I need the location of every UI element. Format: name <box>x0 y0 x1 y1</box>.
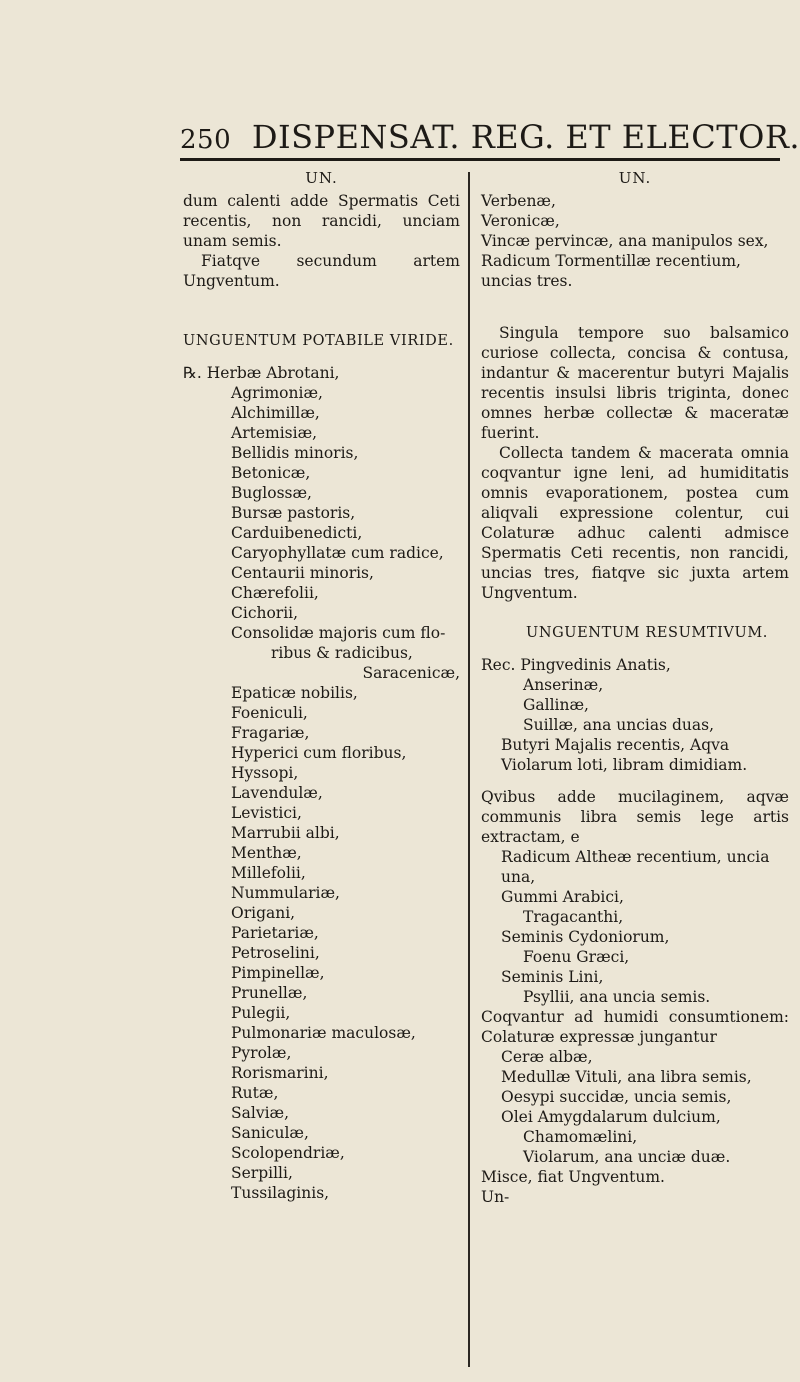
list-item: Verbenæ, <box>481 192 556 210</box>
list-item: Seminis Lini, <box>501 968 604 986</box>
list-item: Levistici, <box>231 804 302 822</box>
recipe-first-line: Rec. Pingvedinis Anatis, <box>481 656 671 674</box>
list-item: Betonicæ, <box>231 464 311 482</box>
left-intro-text: dum calenti adde Spermatis Ceti recentis, non rancidi, unciam unam semis. <box>183 192 460 250</box>
list-item: Pulegii, <box>231 1004 291 1022</box>
list-item: Lavendulæ, <box>231 784 323 802</box>
paragraph-1: Singula tempore suo balsamico curiose collecta, concisa & contusa, indantur & macerentur butyri Majalis recentis insulsi libris triginta, donec omnes herbæ collectæ & maceratæ fuerint. <box>481 324 789 442</box>
paragraph-3: Qvibus adde mucilaginem, aqvæ communis libra semis lege artis extractam, e <box>481 788 789 846</box>
list-item: Pyrolæ, <box>231 1044 292 1062</box>
mucilage-list <box>481 847 789 1007</box>
column-divider <box>468 172 470 1367</box>
list-item: Gummi Arabici, <box>501 888 624 906</box>
list-item: Rutæ, <box>231 1084 279 1102</box>
list-item: Olei Amygdalarum dulcium, <box>501 1108 721 1126</box>
page-header <box>180 118 800 162</box>
list-item: Prunellæ, <box>231 984 308 1002</box>
list-item: Serpilli, <box>231 1164 293 1182</box>
left-column <box>183 168 460 1203</box>
list-item: Marrubii albi, <box>231 824 340 842</box>
list-item: Scolopendriæ, <box>231 1144 345 1162</box>
paragraph-2: Collecta tandem & macerata omnia coqvantur igne leni, ad humiditatis omnis evaporationem, postea cum aliqvali expressione colentur, cui Colaturæ adhuc calenti admisce Spermatis Ceti recentis, non rancidi, uncias tres, fiatqve sic juxta artem Ungventum. <box>481 444 789 602</box>
list-item: Radicum Tormentillæ recentium, uncias tres. <box>481 252 741 290</box>
list-item: Butyri Majalis recentis, Aqva Violarum loti, libram dimidiam. <box>501 736 748 774</box>
list-item: Medullæ Vituli, ana libra semis, <box>501 1068 752 1086</box>
list-item: Anserinæ, <box>523 676 604 694</box>
left-column-head: UN. <box>305 169 338 187</box>
list-item: Seminis Cydoniorum, <box>501 928 670 946</box>
list-item: Alchimillæ, <box>231 404 320 422</box>
list-item: Hyssopi, <box>231 764 299 782</box>
list-item: Rorismarini, <box>231 1064 329 1082</box>
right-column-head: UN. <box>618 169 652 187</box>
list-item: Foenu Græci, <box>523 948 630 966</box>
list-item: Fragariæ, <box>231 724 310 742</box>
list-item: Hyperici cum floribus, <box>231 744 407 762</box>
list-item: Chamomælini, <box>523 1128 638 1146</box>
list-item: Origani, <box>231 904 296 922</box>
list-item: Millefolii, <box>231 864 306 882</box>
catchword: Un- <box>481 1188 510 1206</box>
list-item: Cichorii, <box>231 604 299 622</box>
final-list <box>481 1047 789 1167</box>
list-item: Pimpinellæ, <box>231 964 325 982</box>
list-item: Salviæ, <box>231 1104 290 1122</box>
list-item: Parietariæ, <box>231 924 319 942</box>
list-item: Bellidis minoris, <box>231 444 359 462</box>
list-item: Menthæ, <box>231 844 302 862</box>
list-item: Oesypi succidæ, uncia semis, <box>501 1088 732 1106</box>
list-item: Nummulariæ, <box>231 884 340 902</box>
list-item: Buglossæ, <box>231 484 312 502</box>
heading-unguentum-resumtivum: UNGUENTUM RESUMTIVUM. <box>526 625 768 641</box>
list-item: Gallinæ, <box>523 696 589 714</box>
list-item: Agrimoniæ, <box>231 384 323 402</box>
list-item: Psyllii, ana uncia semis. <box>523 988 711 1006</box>
list-item: Tussilaginis, <box>231 1184 330 1202</box>
list-item: Ceræ albæ, <box>501 1048 593 1066</box>
list-item: Violarum, ana unciæ duæ. <box>523 1148 731 1166</box>
list-item: Pulmonariæ maculosæ, <box>231 1024 416 1042</box>
list-item: Centaurii minoris, <box>231 564 374 582</box>
list-item: Epaticæ nobilis, <box>231 684 358 702</box>
paragraph-4: Coqvantur ad humidi consumtionem: Colaturæ expressæ jungantur <box>481 1008 789 1046</box>
running-title: DISPENSAT. REG. ET ELECTOR. <box>251 118 800 156</box>
page-number: 250 <box>180 125 232 155</box>
list-item: Bursæ pastoris, <box>231 504 356 522</box>
header-rule <box>180 158 780 161</box>
recipe-list-right <box>481 655 789 775</box>
list-item: Suillæ, ana uncias duas, <box>523 716 715 734</box>
recipe-list-left <box>183 363 460 1203</box>
list-item: Carduibenedicti, <box>231 524 363 542</box>
list-item: Radicum Altheæ recentium, uncia una, <box>501 848 770 886</box>
list-item: Artemisiæ, <box>231 424 318 442</box>
list-item: Saniculæ, <box>231 1124 309 1142</box>
list-item-continuation: ribus & radicibus, <box>271 644 413 662</box>
left-intro-text-2: Fiatqve secundum artem Ungventum. <box>183 252 460 290</box>
recipe-first-line: ℞. Herbæ Abrotani, <box>183 364 340 382</box>
closing-line: Misce, fiat Ungventum. <box>481 1168 665 1186</box>
list-item: Caryophyllatæ cum radice, <box>231 544 444 562</box>
list-item: Consolidæ majoris cum flo- <box>231 624 446 642</box>
heading-unguentum-potabile: UNGUENTUM POTABILE VIRIDE. <box>183 333 454 349</box>
list-item: Tragacanthi, <box>523 908 624 926</box>
right-column <box>481 168 789 1207</box>
list-item: Saracenicæ, <box>362 664 460 682</box>
list-item: Veronicæ, <box>481 212 560 230</box>
list-item: Petroselini, <box>231 944 320 962</box>
list-item: Foeniculi, <box>231 704 308 722</box>
right-top-list <box>481 191 789 291</box>
list-item: Chærefolii, <box>231 584 319 602</box>
list-item: Vincæ pervincæ, ana manipulos sex, <box>481 232 769 250</box>
